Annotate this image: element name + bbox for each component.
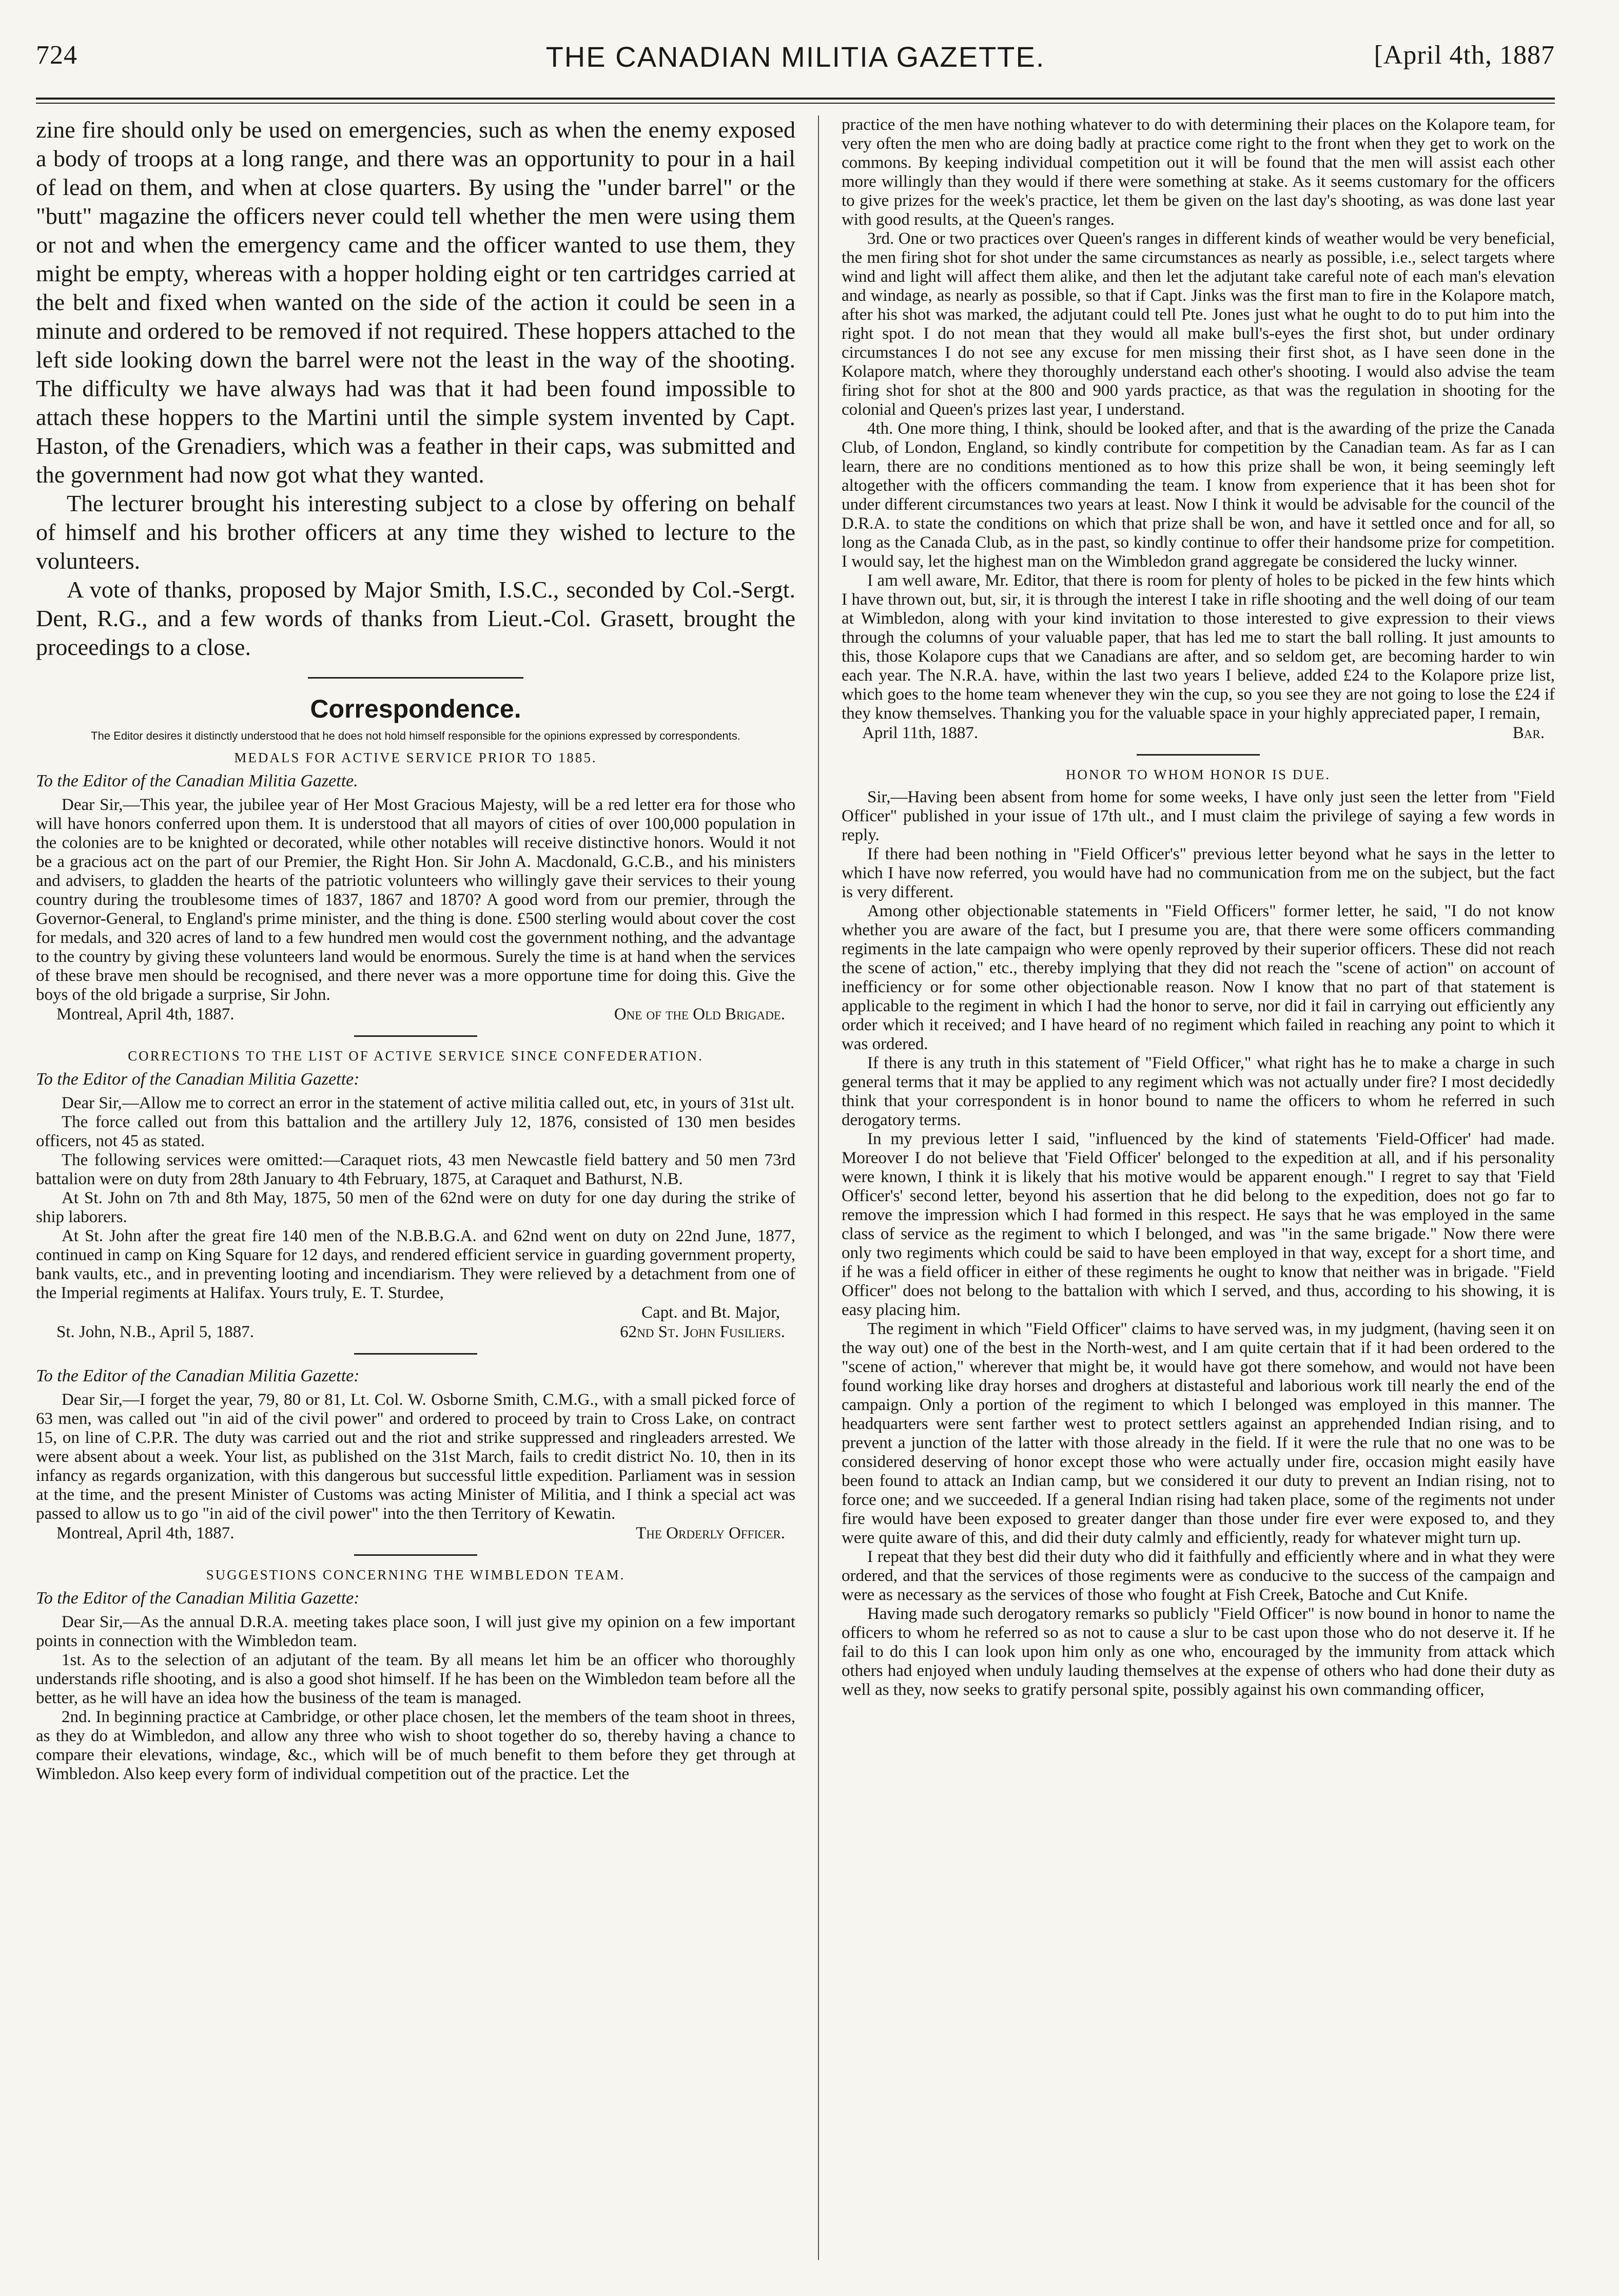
letter-paragraph: 2nd. In beginning practice at Cambridge, or other place chosen, let the members of the team shoot in threes, as they do at Wimbledon, and allow any three who wish to shoot together do so, thereby having a chance to compare their elevations, windage, &c., which will be of much benefit to them before they get through at Wimbledon. Also keep every form of individual competition out of the practice. Let the	[36, 1708, 795, 1783]
letter-signature: One of the Old Brigade.	[614, 1005, 785, 1024]
letter-wimbledon	[36, 1567, 795, 1784]
letter-signoff	[36, 1322, 795, 1342]
letter-heading: HONOR TO WHOM HONOR IS DUE.	[1065, 767, 1331, 782]
header-rule-top	[36, 98, 1555, 100]
letter-paragraph: If there is any truth in this statement of "Field Officer," what right has he to make a charge in such general terms that it may be applied to any regiment which was not actually under fire? I most decidedly think that your correspondent is in honor bound to name the officers to whom he referred in such derogatory terms.	[842, 1054, 1555, 1129]
left-column	[36, 115, 795, 2260]
letter-paragraph: Dear Sir,—I forget the year, 79, 80 or 81, Lt. Col. W. Osborne Smith, C.M.G., with a small picked force of 63 men, was called out "in aid of the civil power" and ordered to proceed by train to Cross Lake, on contract 15, on line of C.P.R. The duty was carried out and the riot and strike suppressed and ringleaders arrested. We were absent about a week. Your list, as published on the 31st March, fails to credit district No. 10, then in its infancy as regards organization, with this dangerous but successful little expedition. Parliament was in session at the time, and the present Minister of Customs was acting Minister of Militia, and I think a special act was passed to allow us to go "in aid of the civil power" into the then Territory of Kewatin.	[36, 1391, 795, 1523]
letter-medals	[36, 750, 795, 1024]
letter-heading: CORRECTIONS TO THE LIST OF ACTIVE SERVICE SINCE CONFEDERATION.	[128, 1048, 704, 1064]
letter-paragraph: practice of the men have nothing whatever to do with determining their places on the Kolapore team, for very often the men who are doing badly at practice come right to the front when they get to work on the commons. By keeping individual competition out it will be found that the men will assist each other more willingly than they would if there were something at stake. As it seems customary for the officers to give prizes for the week's practice, let them be given on the last day's shooting, as was done last year with good results, at the Queen's ranges.	[842, 115, 1555, 229]
letter-salutation: To the Editor of the Canadian Militia Gazette.	[36, 771, 358, 790]
letter-corrections	[36, 1048, 795, 1342]
letter-paragraph: The force called out from this battalion and the artillery July 12, 1876, consisted of 130 men besides officers, not 45 as stated.	[36, 1113, 795, 1150]
article-paragraph: zine fire should only be used on emergencies, such as when the enemy exposed a body of troops at a long range, and there was an opportunity to pour in a hail of lead on them, and when at close quarters. By using the "under barrel" or the "butt" magazine the officers never could tell whether the men were using them or not and when the emergency came and the officer wanted to use them, they might be empty, whereas with a hopper holding eight or ten cartridges carried at the belt and fixed when wanted on the side of the action it could be seen in a minute and ordered to be removed if not required. These hoppers attached to the left side looking down the barrel were not the least in the way of the shooting. The difficulty we have always had was that it had been found impossible to attach these hoppers to the Martini until the simple system invented by Capt. Haston, of the Grenadiers, which was a feather in their caps, was submitted and the government had now got what they wanted.	[36, 117, 795, 488]
letter-honor	[842, 767, 1555, 1700]
letter-place-date: St. John, N.B., April 5, 1887.	[56, 1323, 255, 1341]
letter-place-date: April 11th, 1887.	[862, 724, 979, 742]
letter-divider	[354, 1353, 477, 1355]
letter-heading: MEDALS FOR ACTIVE SERVICE PRIOR TO 1885.	[234, 750, 597, 765]
letter-paragraph: 1st. As to the selection of an adjutant of the team. By all means let him be an officer who thoroughly understands rifle shooting, and is also a good shot himself. If he has been on the Wimbledon team before all the better, as he will have an idea how the business of the team is managed.	[36, 1651, 795, 1707]
letter-divider	[1137, 754, 1260, 756]
letter-paragraph: 3rd. One or two practices over Queen's ranges in different kinds of weather would be very beneficial, the men firing shot for shot under the same circumstances as nearly as possible, i.e., select targets where wind and light will affect them alike, and then let the adjutant take careful note of each man's elevation and windage, as nearly as possible, so that if Capt. Jinks was the first man to fire in the Kolapore match, after his shot was marked, the adjutant could tell Pte. Jones just what he ought to do to put him into the right spot. I do not mean that they would all make bull's-eyes the first shot, but under ordinary circumstances I do not see any excuse for men missing their first shot, as I have seen done in the Kolapore match, where they thoroughly understand each other's shooting. I would also advise the team firing shot for shot at the 800 and 900 yards practice, as that was the regulation in shooting for the colonial and Queen's prizes last year, I understand.	[842, 229, 1555, 419]
article-paragraph: The lecturer brought his interesting subject to a close by offering on behalf of himself and his brother officers at any time they wished to lecture to the volunteers.	[36, 490, 795, 574]
section-divider	[308, 677, 523, 679]
letter-orderly-officer	[36, 1366, 795, 1543]
article-paragraph: A vote of thanks, proposed by Major Smith, I.S.C., seconded by Col.-Sergt. Dent, R.G., and a few words of thanks from Lieut.-Col. Grasett, brought the proceedings to a close.	[36, 576, 795, 660]
letter-paragraph: The following services were omitted:—Caraquet riots, 43 men Newcastle field battery and 50 men 73rd battalion were on duty from 28th January to 4th February, 1875, at Caraquet and Bathurst, N.B.	[36, 1151, 795, 1188]
letter-paragraph: I repeat that they best did their duty who did it faithfully and efficiently where and in what they were ordered, and that the services of those regiments were as conducive to the success of the campaign and were as necessary as the services of those who fought at Fish Creek, Batoche and Cut Knife.	[842, 1548, 1555, 1604]
issue-date: [April 4th, 1887	[1374, 41, 1555, 70]
section-heading: Correspondence.	[310, 694, 521, 723]
letter-signature: 62nd St. John Fusiliers.	[620, 1323, 785, 1341]
header-rule-bottom	[36, 103, 1555, 104]
letter-paragraph: Having made such derogatory remarks so publicly "Field Officer" is now bound in honor to name the officers to whom he referred so as not to cause a slur to be cast upon those who do not deserve it. If he fail to do this I can look upon him only as one who, encouraged by the immunity from attack which others had enjoyed when unduly lauding themselves at the expense of others who had done their duty as well as they, now seeks to gratify personal spite, possibly against his own commanding officer,	[842, 1605, 1555, 1699]
letter-paragraph: I am well aware, Mr. Editor, that there is room for plenty of holes to be picked in the few hints which I have thrown out, but, sir, it is through the interest I take in rifle shooting and the well doing of our team at Wimbledon, along with your kind invitation to those interested to give expression to their views through the columns of your valuable paper, that has led me to start the ball rolling. It just amounts to this, those Kolapore cups that we Canadians are after, and so seldom get, are becoming harder to win each year. The N.R.A. have, within the last two years I believe, added £24 to the Kolapore prize list, which goes to the home team whenever they win the cup, so you see they are not going to lose the £24 if they know themselves. Thanking you for the valuable space in your highly appreciated paper, I remain,	[842, 571, 1555, 723]
letter-signature: The Orderly Officer.	[636, 1524, 785, 1542]
letter-signoff	[36, 1523, 795, 1543]
letter-place-date: Montreal, April 4th, 1887.	[56, 1005, 235, 1024]
letter-signoff	[842, 723, 1555, 743]
right-column	[842, 115, 1555, 2260]
letter-paragraph: At St. John on 7th and 8th May, 1875, 50 men of the 62nd were on duty for one day during the strike of ship laborers.	[36, 1189, 795, 1226]
letter-paragraph: In my previous letter I said, "influenced by the kind of statements 'Field-Officer' had made. Moreover I do not believe that 'Field Officer' belonged to the expedition at all, and if his personality were known, I think it is likely that his motive would be apparent enough." I regret to say that 'Field Officer's' second letter, beyond his assertion that he did belong to the expedition, does not go far to remove the impression which I had formed in this respect. He says that he was employed in the same class of service as the regiment to which I belonged, and was "in the same brigade." Now there were only two regiments which could be said to have been employed in that way, except for a short time, and if he was a field officer in either of these regiments he ought to know that neither was in brigade. "Field Officer" does not belong to the battalion with which I served, and thus, according to his showing, it is easy placing him.	[842, 1130, 1555, 1319]
letter-paragraph: 4th. One more thing, I think, should be looked after, and that is the awarding of the prize the Canada Club, of London, England, so kindly contribute for competition by the Canadian team. As far as I can learn, there are no conditions mentioned as to how this prize shall be won, it being seemingly left altogether with the officers commanding the team. I know from experience that it has been shot for under different circumstances two years at least. Now I think it would be advisable for the council of the D.R.A. to state the conditions on which that prize shall be won, and have it settled once and for all, so long as the Canada Club, as in the past, so kindly continue to offer their handsome prize for competition. I would say, let the highest man on the Wimbledon grand aggregate be considered the lucky winner.	[842, 419, 1555, 571]
letter-signoff	[36, 1005, 795, 1024]
letter-rank: Capt. and Bt. Major,	[641, 1303, 780, 1322]
letter-paragraph: If there had been nothing in "Field Officer's" previous letter beyond what he says in the letter to which I have now referred, you would have had no communication from me on the subject, but the fact is very different.	[842, 845, 1555, 901]
letter-signature: Bar.	[1512, 724, 1545, 742]
letter-paragraph: At St. John after the great fire 140 men of the N.B.B.G.A. and 62nd went on duty on 22nd June, 1877, continued in camp on King Square for 12 days, and rendered efficient service in guarding government property, bank vaults, etc., and in preventing looting and incendiarism. They were relieved by a detachment from one of the Imperial regiments at Halifax. Yours truly, E. T. Sturdee,	[36, 1227, 795, 1302]
column-rule	[818, 115, 819, 2260]
publication-title: THE CANADIAN MILITIA GAZETTE.	[545, 41, 1045, 73]
page-number: 724	[36, 41, 77, 70]
letter-divider	[354, 1035, 477, 1037]
letter-place-date: Montreal, April 4th, 1887.	[56, 1524, 235, 1542]
letter-wimbledon-continued	[842, 115, 1555, 743]
letter-salutation: To the Editor of the Canadian Militia Gazette:	[36, 1070, 360, 1089]
letter-paragraph: The regiment in which "Field Officer" claims to have served was, in my judgment, (having seen it on the way out) one of the best in the North-west, and I am quite certain that if it had been ordered to the "scene of action," wherever that might be, it would have got there somehow, and would not have been found working like dray horses and droghers at distasteful and laborious work till nearly the end of the campaign. Only a portion of the regiment to which I belonged was employed in this manner. The headquarters were sent farther west to protect settlers against an apprehended Indian rising, and to prevent a junction of the latter with those already in the field. If it were the rule that no one was to be considered deserving of honor except those who were actually under fire, occasion might easily have been found to attack an Indian camp, but we considered it our duty to prevent an Indian rising, not to force one; and we succeeded. If a general Indian rising had taken place, some of the regiments not under fire would have been exposed to greater danger than those under fire ever were exposed to, and they were quite aware of this, and did their duty calmly and efficiently, ready for whatever might turn up.	[842, 1320, 1555, 1547]
letter-salutation: To the Editor of the Canadian Militia Gazette:	[36, 1589, 360, 1608]
lecture-conclusion	[36, 115, 795, 662]
letter-divider	[354, 1554, 477, 1556]
letter-paragraph: Dear Sir,—Allow me to correct an error in the statement of active militia called out, etc, in yours of 31st ult.	[62, 1094, 795, 1112]
page-header	[36, 40, 1555, 81]
letter-salutation: To the Editor of the Canadian Militia Gazette:	[36, 1366, 360, 1385]
editor-disclaimer: The Editor desires it distinctly understood that he does not hold himself responsible for the opinions expressed by correspondents.	[91, 729, 740, 742]
letter-paragraph: Dear Sir,—As the annual D.R.A. meeting takes place soon, I will just give my opinion on a few important points in connection with the Wimbledon team.	[36, 1613, 795, 1650]
letter-paragraph: Dear Sir,—This year, the jubilee year of Her Most Gracious Majesty, will be a red letter era for those who will have honors conferred upon them. It is understood that all mayors of cities of over 100,000 population in the colonies are to be knighted or decorated, while other notables will receive distinctive honors. Would it not be a gracious act on the part of our Premier, the Right Hon. Sir John A. Macdonald, G.C.B., and his ministers and advisers, to gladden the hearts of the patriotic volunteers who willingly gave their services to their young country during the troublesome times of 1837, 1867 and 1870? A good word from our premier, through the Governor-General, to England's prime minister, and the thing is done. £500 sterling would about cover the cost for medals, and 320 acres of land to a few hundred men would cost the government nothing, and the advantage to the country by giving these volunteers land would be enormous. Surely the time is at hand when the services of these brave men should be recognised, and there never was a more opportune time for doing this. Give the boys of the old brigade a surprise, Sir John.	[36, 796, 795, 1004]
letter-paragraph: Among other objectionable statements in "Field Officers" former letter, he said, "I do not know whether you are aware of the fact, but I presume you are, that there were some officers commanding regiments in the late campaign who were openly reproved by their superior officers. These did not reach the scene of action," etc., thereby implying that they did not reach the "scene of action" on account of inefficiency or for some other objectionable reason. Now I know that no part of that statement is applicable to the regiment in which I had the honor to serve, nor did it fail in carrying out efficiently any order which it received; and I have heard of no regiment which failed in reaching any point to which it was ordered.	[842, 902, 1555, 1053]
letter-heading: SUGGESTIONS CONCERNING THE WIMBLEDON TEAM.	[206, 1567, 626, 1583]
letter-paragraph: Sir,—Having been absent from home for some weeks, I have only just seen the letter from "Field Officer" published in your issue of 17th ult., and I must claim the privilege of saying a few words in reply.	[842, 788, 1555, 844]
